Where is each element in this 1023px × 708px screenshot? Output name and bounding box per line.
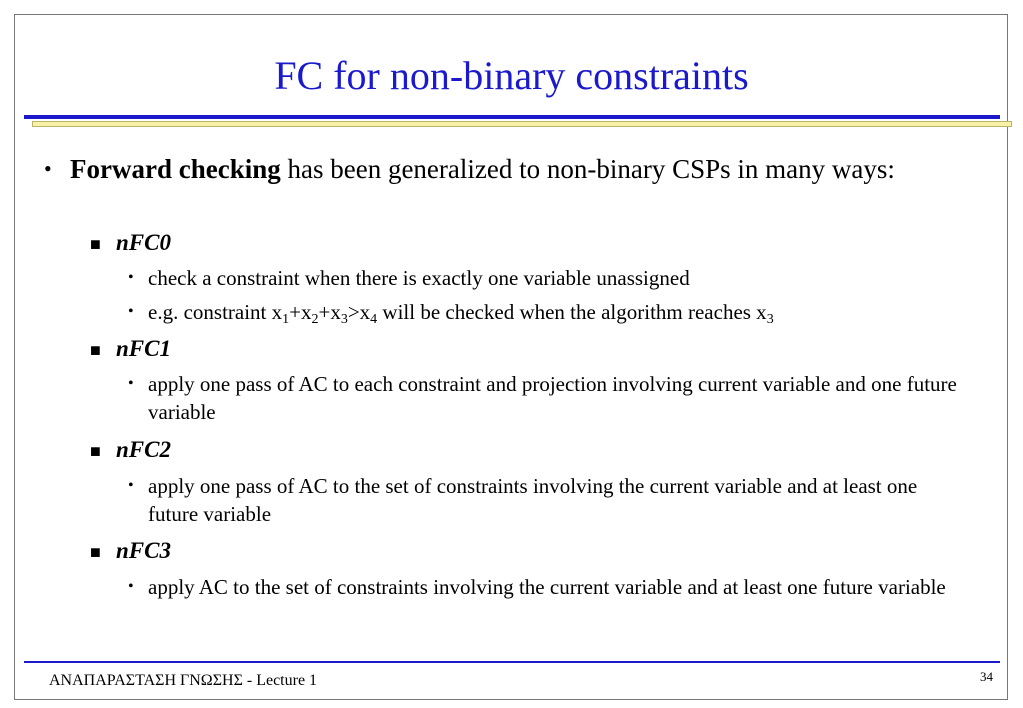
item-label: nFC1 (116, 336, 171, 361)
formula-part: +x (318, 300, 341, 324)
item-nfc3 (90, 537, 966, 565)
footer-rule (24, 661, 1000, 663)
bullet-dot-icon: • (128, 303, 134, 320)
sub-text: check a constraint when there is exactly one variable unassigned (148, 266, 690, 290)
item-nfc1 (90, 335, 966, 363)
bullet-dot-icon: • (128, 375, 134, 392)
sub-text: apply one pass of AC to each constraint and projection involving current variable and one future variable (148, 372, 957, 424)
formula-part: will be checked when the algorithm reaches x (377, 300, 767, 324)
subscript: 3 (340, 312, 348, 327)
title-rule-yellow (32, 121, 1012, 127)
subscript: 4 (370, 312, 378, 327)
bullet-forward-checking (44, 153, 960, 185)
item-nfc2 (90, 436, 966, 464)
formula-part: >x (347, 300, 371, 324)
footer-course-title: ΑΝΑΠΑΡΑΣΤΑΣΗ ΓΝΩΣΗΣ - Lecture 1 (49, 672, 318, 689)
subscript: 2 (311, 312, 319, 327)
bullet-text: has been generalized to non-binary CSPs in many ways: (280, 154, 895, 184)
square-bullet-icon: ■ (90, 234, 101, 254)
page-number: 34 (980, 669, 993, 684)
title-rule-blue (24, 115, 1000, 119)
square-bullet-icon: ■ (90, 441, 101, 461)
nfc3-sub (128, 573, 968, 601)
item-nfc0 (90, 229, 966, 257)
nfc2-sub (128, 472, 968, 528)
slide-title: FC for non-binary constraints (274, 53, 749, 98)
bullet-dot-icon: • (128, 269, 134, 286)
subscript: 1 (282, 312, 290, 327)
subscript: 3 (766, 312, 774, 327)
nfc0-sub-2 (128, 298, 968, 327)
bullet-dot-icon: • (128, 477, 134, 494)
sub-text: apply AC to the set of constraints involving the current variable and at least one future variable (148, 575, 946, 599)
formula-part: +x (289, 300, 312, 324)
sub-text: apply one pass of AC to the set of constraints involving the current variable and at least one future variable (148, 474, 918, 526)
item-label: nFC0 (116, 230, 171, 255)
square-bullet-icon: ■ (90, 340, 101, 360)
bullet-dot-icon: • (44, 156, 52, 181)
square-bullet-icon: ■ (90, 542, 101, 562)
formula-prefix: e.g. constraint x (148, 300, 283, 324)
item-label: nFC3 (116, 538, 171, 563)
item-label: nFC2 (116, 437, 171, 462)
nfc0-sub-1 (128, 264, 968, 292)
bullet-dot-icon: • (128, 578, 134, 595)
bullet-bold-term: Forward checking (70, 154, 281, 184)
nfc1-sub (128, 370, 968, 426)
